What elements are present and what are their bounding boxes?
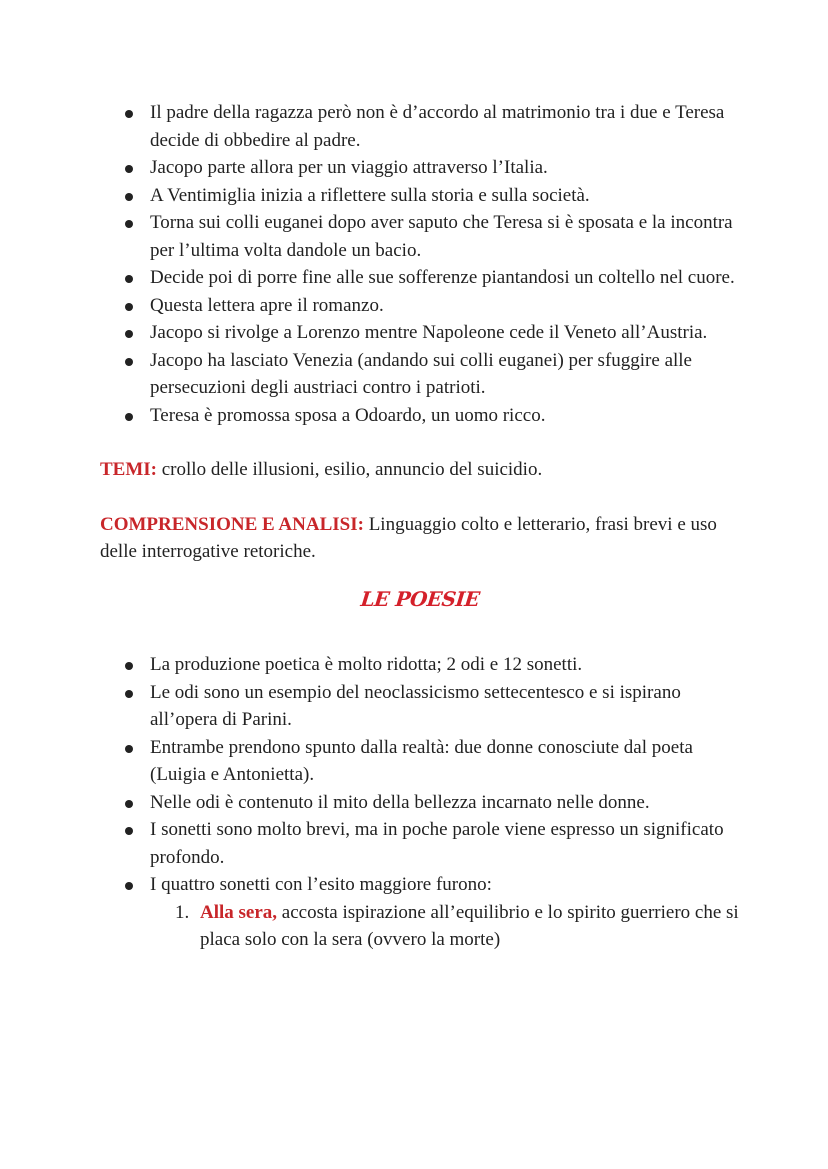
bullet-dot-icon <box>125 882 133 890</box>
list-item: Il padre della ragazza però non è d’accordo al matrimonio tra i due e Teresa decide di obbedire al padre. <box>100 99 740 154</box>
bullet-dot-icon <box>125 110 133 118</box>
bullet-dot-icon <box>125 303 133 311</box>
sonetti-numbered-list <box>100 899 740 954</box>
section-title: LE POESIE <box>359 586 481 611</box>
bullet-dot-icon <box>125 745 133 753</box>
comprensione-text: Linguaggio colto e letterario, frasi brevi e uso delle interrogative retoriche. <box>100 513 717 562</box>
comprensione-paragraph <box>100 511 740 566</box>
bullet-dot-icon <box>125 275 133 283</box>
list-item: Jacopo ha lasciato Venezia (andando sui colli euganei) per sfuggire alle persecuzioni degli austriaci contro i patrioti. <box>100 347 740 402</box>
list-item: Teresa è promossa sposa a Odoardo, un uomo ricco. <box>100 402 740 430</box>
list-item: Decide poi di porre fine alle sue sofferenze piantandosi un coltello nel cuore. <box>100 264 740 292</box>
document-content <box>100 99 740 954</box>
list-item: Torna sui colli euganei dopo aver saputo che Teresa si è sposata e la incontra per l’ultima volta dandole un bacio. <box>100 209 740 264</box>
temi-paragraph <box>100 456 740 484</box>
temi-text: crollo delle illusioni, esilio, annuncio del suicidio. <box>157 459 543 480</box>
sonetto-text: accosta ispirazione all’equilibrio e lo spirito guerriero che si placa solo con la sera (ovvero la morte) <box>200 901 739 950</box>
poesie-bullet-list <box>100 651 740 899</box>
bullet-dot-icon <box>125 330 133 338</box>
list-item: Jacopo si rivolge a Lorenzo mentre Napoleone cede il Veneto all’Austria. <box>100 319 740 347</box>
bullet-dot-icon <box>125 827 133 835</box>
list-item: I sonetti sono molto brevi, ma in poche parole viene espresso un significato profondo. <box>100 816 740 871</box>
plot-bullet-list <box>100 99 740 429</box>
bullet-dot-icon <box>125 193 133 201</box>
list-item <box>100 899 740 954</box>
list-item: I quattro sonetti con l’esito maggiore furono: <box>100 871 740 899</box>
list-item: A Ventimiglia inizia a riflettere sulla storia e sulla società. <box>100 182 740 210</box>
comprensione-label: COMPRENSIONE E ANALISI: <box>100 513 364 535</box>
sonetto-title: Alla sera, <box>200 901 278 923</box>
list-item: Entrambe prendono spunto dalla realtà: due donne conosciute dal poeta (Luigia e Antonietta). <box>100 734 740 789</box>
list-item: Nelle odi è contenuto il mito della bellezza incarnato nelle donne. <box>100 789 740 817</box>
bullet-dot-icon <box>125 358 133 366</box>
list-item: La produzione poetica è molto ridotta; 2 odi e 12 sonetti. <box>100 651 740 679</box>
bullet-dot-icon <box>125 220 133 228</box>
list-item: Le odi sono un esempio del neoclassicismo settecentesco e si ispirano all’opera di Parini. <box>100 679 740 734</box>
bullet-dot-icon <box>125 165 133 173</box>
list-item: Jacopo parte allora per un viaggio attraverso l’Italia. <box>100 154 740 182</box>
temi-label: TEMI: <box>100 459 157 480</box>
bullet-dot-icon <box>125 690 133 698</box>
bullet-dot-icon <box>125 413 133 421</box>
bullet-dot-icon <box>125 662 133 670</box>
list-item: Questa lettera apre il romanzo. <box>100 292 740 320</box>
list-number: 1. <box>175 901 190 923</box>
bullet-dot-icon <box>125 800 133 808</box>
